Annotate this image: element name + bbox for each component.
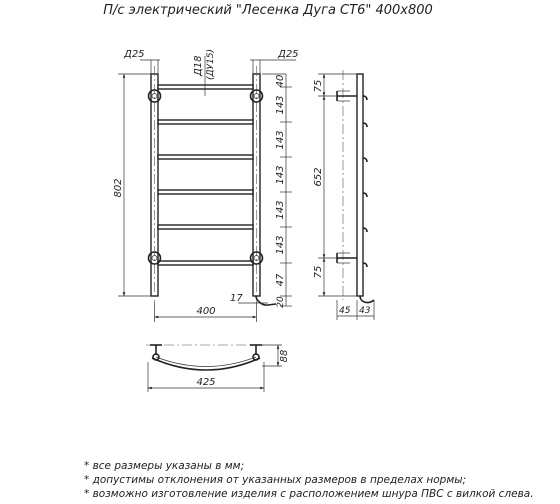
dim-side-43: 43 [359,306,371,316]
dim-d18: Д18 [193,55,204,76]
dim-side-bottom: 75 [313,265,324,279]
dim-d25-right: Д25 [278,49,299,60]
dim-side-45: 45 [339,306,351,316]
power-cable [256,296,276,305]
front-view [113,49,299,322]
crossbar-6 [158,261,253,265]
dim-side-top: 75 [313,79,324,93]
note-3: * возможно изготовление изделия с расположением шнура ПВС с вилкой слева. [84,488,534,500]
note-1: * все размеры указаны в мм; [84,460,245,472]
dim-chain-5: 143 [275,200,286,220]
dim-d25-left: Д25 [124,49,145,60]
crossbar-2 [158,120,253,124]
side-mount-bottom [337,253,357,263]
dim-top-width: 425 [196,377,216,388]
dim-offset-17: 17 [230,293,243,304]
side-mount-top [337,91,357,101]
dim-side-middle: 652 [313,167,324,187]
dim-chain-6: 143 [275,235,286,255]
crossbar-4 [158,190,253,194]
crossbar-1 [158,85,253,89]
top-view-arc-outer [152,358,260,370]
dim-chain-4: 143 [275,165,286,185]
side-rail [357,74,363,296]
dim-chain-7: 47 [275,273,286,287]
dim-height: 802 [113,178,124,198]
drawing-title: П/с электрический "Лесенка Дуга СТ6" 400х800 [103,3,433,18]
side-view [313,70,374,320]
top-view [146,345,290,392]
dim-chain-3: 143 [275,130,286,150]
note-2: * допустимы отклонения от указанных размеров в пределах нормы; [84,474,467,486]
dim-width: 400 [196,306,216,317]
crossbar-3 [158,155,253,159]
dim-chain-2: 143 [275,95,286,115]
crossbar-5 [158,225,253,229]
dim-chain-8: 20 [276,296,286,308]
notes [84,460,534,500]
dim-du15: (ДУ15) [206,49,216,80]
side-power-cable [360,296,374,303]
dim-top-depth: 88 [279,349,290,363]
dim-chain-1: 40 [275,74,286,88]
